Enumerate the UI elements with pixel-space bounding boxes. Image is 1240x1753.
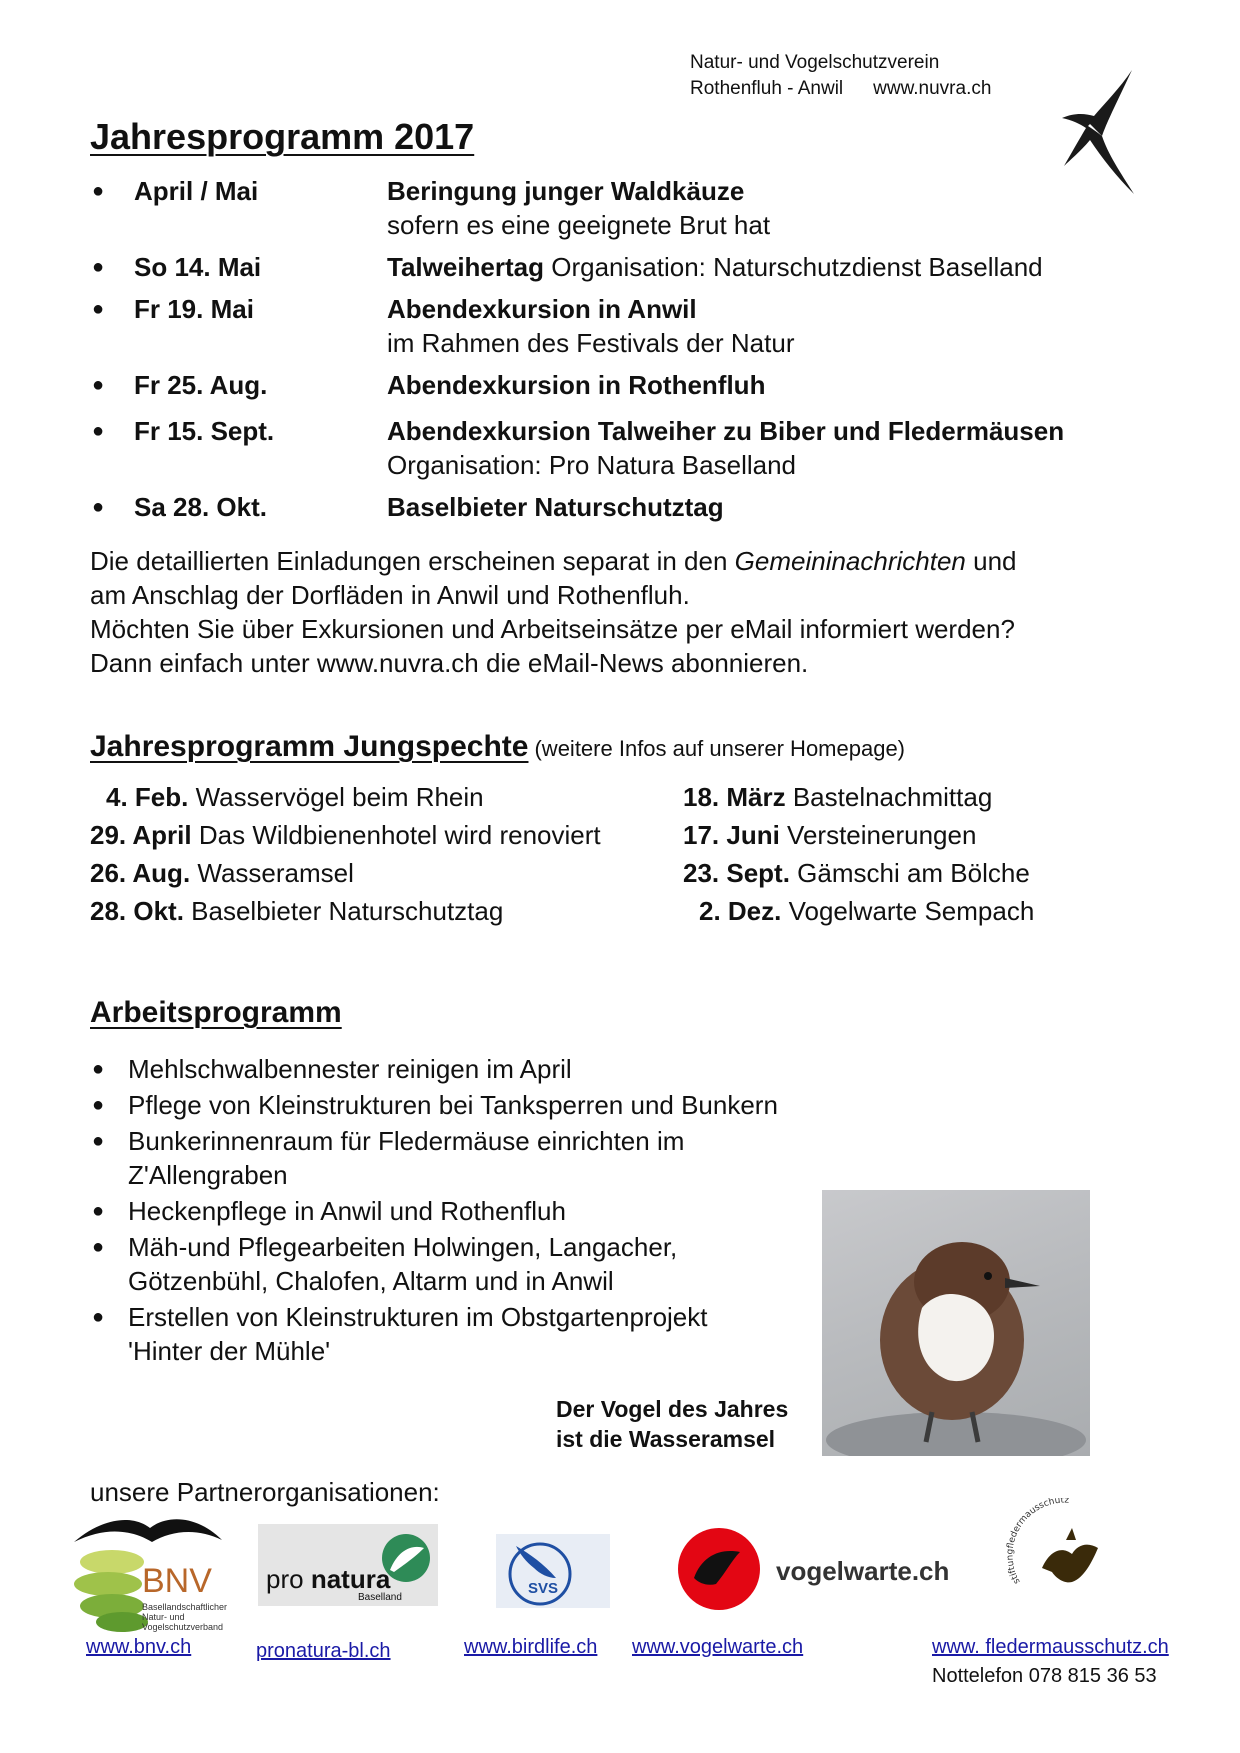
jungspechte-topic: Das Wildbienenhotel wird renoviert [191, 820, 601, 850]
jungspechte-date: 2. Dez. [699, 896, 782, 926]
link-birdlife[interactable]: www.birdlife.ch [464, 1636, 598, 1658]
work-list [92, 1052, 822, 1370]
org-url: www.nuvra.ch [873, 78, 992, 99]
jungspechte-entry [90, 854, 601, 892]
pronatura-logo: pro natura Baselland [258, 1524, 438, 1606]
bullet-icon: ● [92, 298, 105, 320]
jungspechte-topic: Bastelnachmittag [785, 782, 993, 812]
jungspechte-entry [90, 778, 601, 816]
jungspechte-topic: Vogelwarte Sempach [781, 896, 1035, 926]
jungspechte-right-column [683, 778, 1034, 930]
bird-caption: Der Vogel des Jahres ist die Wasseramsel [556, 1396, 789, 1452]
bullet-icon: ● [92, 1236, 105, 1258]
info-paragraph: Die detaillierten Einladungen erscheinen separat in den Gemeininachrichten und am Anschlag der Dorfläden in Anwil und Rothenfluh. Möchten Sie über Exkursionen und Arbeitseinsätze per eMail informiert werden? Dann einfach unter www.nuvra.ch die eMail-News abonnieren. [90, 546, 1017, 678]
bullet-icon: ● [92, 1200, 105, 1222]
bullet-icon: ● [92, 1094, 105, 1116]
jungspechte-date: 28. Okt. [90, 896, 184, 926]
work-item: ● Mehlschwalbennester reinigen im April [92, 1054, 572, 1084]
event-date: Fr 19. Mai [134, 294, 254, 324]
jungspechte-topic: Wasservögel beim Rhein [188, 782, 484, 812]
bullet-icon: ● [92, 420, 105, 442]
jungspechte-entry [683, 892, 1034, 930]
gemeindenachrichten-em: Gemeininachrichten [734, 546, 966, 576]
bullet-icon: ● [92, 1058, 105, 1080]
jungspechte-entry [90, 816, 601, 854]
org-header [690, 50, 991, 102]
partners-title: unsere Partnerorganisationen: [90, 1477, 440, 1507]
arbeitsprogramm-title: Arbeitsprogramm [90, 996, 342, 1029]
event-title: Abendexkursion in Rothenfluh [387, 370, 766, 400]
event-date: Fr 25. Aug. [134, 370, 268, 400]
link-vogelwarte[interactable]: www.vogelwarte.ch [632, 1636, 804, 1658]
jungspechte-date: 23. Sept. [683, 858, 790, 888]
event-detail: im Rahmen des Festivals der Natur [387, 328, 795, 358]
vogelwarte-logo: vogelwarte.ch [676, 1526, 946, 1612]
work-item: ● Erstellen von Kleinstrukturen im Obstgartenprojekt 'Hinter der Mühle' [92, 1302, 708, 1366]
bullet-icon: ● [92, 1130, 105, 1152]
event-extra: Organisation: Naturschutzdienst Baselland [544, 252, 1043, 282]
svs-logo: SVS [496, 1534, 610, 1608]
link-bnv[interactable]: www.bnv.ch [86, 1636, 192, 1658]
bullet-icon: ● [92, 496, 105, 518]
jungspechte-entry [683, 816, 1034, 854]
fledermaus-arc-text: stiftungfledermausschutz [1006, 1498, 1070, 1586]
bnv-logo: BNV Basellandschaftlicher Natur- und Vogelschutzverband [72, 1512, 232, 1642]
fledermausschutz-logo [1006, 1498, 1122, 1604]
bullet-icon: ● [92, 374, 105, 396]
jungspechte-date: 18. März [683, 782, 786, 812]
work-item: ● Bunkerinnenraum für Fledermäuse einrichten im Z'Allengraben [92, 1126, 685, 1190]
jungspechte-note: (weitere Infos auf unserer Homepage) [534, 736, 906, 761]
work-item: ● Heckenpflege in Anwil und Rothenfluh [92, 1196, 566, 1226]
event-date: April / Mai [134, 176, 259, 206]
jungspechte-entry [683, 854, 1034, 892]
event-title: Abendexkursion Talweiher zu Biber und Fledermäusen [387, 416, 1065, 446]
emergency-phone: Nottelefon 078 815 36 53 [932, 1665, 1157, 1687]
event-title: Baselbieter Naturschutztag [387, 492, 724, 522]
org-place: Rothenfluh - Anwil [690, 78, 844, 99]
link-pronatura[interactable]: pronatura-bl.ch [256, 1640, 391, 1662]
jungspechte-entry [90, 892, 601, 930]
link-fledermausschutz[interactable]: www. fledermausschutz.ch [932, 1636, 1169, 1658]
bullet-icon: ● [92, 180, 105, 202]
event-date: Sa 28. Okt. [134, 492, 267, 522]
jungspechte-left-column [90, 778, 601, 930]
event-date: Fr 15. Sept. [134, 416, 275, 446]
jungspechte-date: 26. Aug. [90, 858, 191, 888]
event-date: So 14. Mai [134, 252, 262, 282]
work-item: ● Mäh-und Pflegearbeiten Holwingen, Langacher, Götzenbühl, Chalofen, Altarm und in Anwil [92, 1232, 678, 1296]
event-detail: Organisation: Pro Natura Baselland [387, 450, 797, 480]
wasseramsel-photo [822, 1190, 1090, 1456]
org-name: Natur- und Vogelschutzverein [690, 52, 940, 73]
jungspechte-topic: Baselbieter Naturschutztag [183, 896, 504, 926]
jungspechte-topic: Gämschi am Bölche [789, 858, 1030, 888]
page-title: Jahresprogramm 2017 [90, 116, 475, 157]
jungspechte-date: 29. April [90, 820, 192, 850]
event-title: Beringung junger Waldkäuze [387, 176, 745, 206]
work-item: ● Pflege von Kleinstrukturen bei Tanksperren und Bunkern [92, 1090, 778, 1120]
jungspechte-title: Jahresprogramm Jungspechte (weitere Infos auf unserer Homepage) [90, 730, 906, 763]
jungspechte-topic: Wasseramsel [190, 858, 354, 888]
jungspechte-date: 17. Juni [683, 820, 780, 850]
bullet-icon: ● [92, 256, 105, 278]
event-title: Abendexkursion in Anwil [387, 294, 697, 324]
event-detail: sofern es eine geeignete Brut hat [387, 210, 771, 240]
jungspechte-topic: Versteinerungen [779, 820, 977, 850]
jungspechte-entry [683, 778, 1034, 816]
jungspechte-date: 4. Feb. [106, 782, 189, 812]
bullet-icon: ● [92, 1306, 105, 1328]
event-title: Talweihertag [387, 252, 545, 282]
